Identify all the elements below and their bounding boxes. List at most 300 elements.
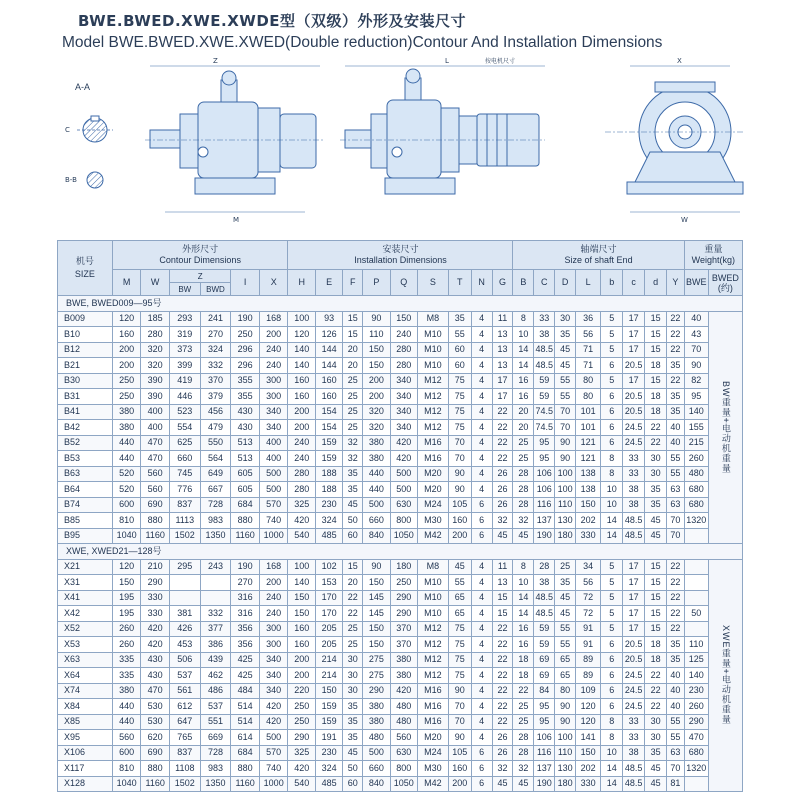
table-cell: 70 <box>667 513 685 529</box>
table-cell: 561 <box>169 683 200 699</box>
table-cell: 420 <box>259 699 288 715</box>
table-cell: 190 <box>534 776 555 792</box>
table-cell: 56 <box>576 327 601 343</box>
table-cell: 380 <box>363 699 390 715</box>
table-cell: 290 <box>684 714 708 730</box>
table-cell: 500 <box>363 745 390 761</box>
table-cell: 500 <box>259 482 288 498</box>
table-cell: 80 <box>555 683 576 699</box>
table-cell: 140 <box>684 668 708 684</box>
table-cell: 40 <box>667 435 685 451</box>
table-cell: 25 <box>343 420 363 436</box>
table-cell: 106 <box>534 482 555 498</box>
header-col-shaft-y7: Y <box>667 270 685 296</box>
table-cell: 63 <box>667 497 685 513</box>
table-cell: 30 <box>555 311 576 327</box>
table-cell: 160 <box>288 373 315 389</box>
table-cell: 4 <box>471 637 492 653</box>
table-cell: 48.5 <box>623 513 645 529</box>
table-cell: 20 <box>343 342 363 358</box>
table-cell: 22 <box>343 606 363 622</box>
dimensions-table-container <box>57 240 743 792</box>
table-cell: 20 <box>343 575 363 591</box>
table-cell: 28 <box>513 482 534 498</box>
table-cell: 513 <box>231 451 260 467</box>
header-col-z-bw: BW <box>169 283 200 296</box>
table-cell: 484 <box>231 683 260 699</box>
table-cell: 35 <box>555 327 576 343</box>
table-cell: M16 <box>417 435 448 451</box>
table-cell: 153 <box>315 575 342 591</box>
table-cell: 335 <box>112 652 141 668</box>
table-cell: 80 <box>576 373 601 389</box>
table-cell: 280 <box>141 327 170 343</box>
table-cell: M10 <box>417 358 448 374</box>
table-cell: 11 <box>492 311 513 327</box>
table-cell: 95 <box>684 389 708 405</box>
table-cell: 200 <box>288 652 315 668</box>
table-cell: 15 <box>645 575 667 591</box>
table-cell: 324 <box>315 761 342 777</box>
table-row <box>58 482 743 498</box>
table-cell: 570 <box>259 497 288 513</box>
table-cell: 70 <box>667 761 685 777</box>
table-cell: 28 <box>513 497 534 513</box>
table-cell: 500 <box>390 466 417 482</box>
table-cell: 50 <box>684 606 708 622</box>
table-cell: 293 <box>169 311 200 327</box>
table-cell: 60 <box>343 776 363 792</box>
table-cell: 810 <box>112 513 141 529</box>
table-row <box>58 513 743 529</box>
table-cell: 200 <box>288 420 315 436</box>
table-cell: 22 <box>645 699 667 715</box>
table-row <box>58 668 743 684</box>
table-cell: 680 <box>684 745 708 761</box>
table-cell: 45 <box>555 358 576 374</box>
table-cell: 430 <box>141 652 170 668</box>
table-cell: 28 <box>513 745 534 761</box>
table-cell: M16 <box>417 714 448 730</box>
table-cell: 4 <box>471 575 492 591</box>
table-cell: 25 <box>513 451 534 467</box>
table-cell: 168 <box>259 559 288 575</box>
table-cell: 25 <box>513 714 534 730</box>
table-cell: 745 <box>169 466 200 482</box>
table-cell: 4 <box>471 389 492 405</box>
table-cell: 728 <box>200 497 231 513</box>
table-cell: 419 <box>169 373 200 389</box>
table-body <box>58 296 743 792</box>
cell-size: B31 <box>58 389 113 405</box>
table-cell: 75 <box>448 621 471 637</box>
table-cell: 106 <box>534 466 555 482</box>
table-cell: 72 <box>576 590 601 606</box>
table-cell: 500 <box>363 497 390 513</box>
header-col-s: S <box>417 270 448 296</box>
table-cell: 537 <box>200 699 231 715</box>
header-model: 机号 SIZE <box>58 241 113 296</box>
table-cell: 22 <box>492 683 513 699</box>
table-cell: 35 <box>645 497 667 513</box>
table-cell: 4 <box>471 373 492 389</box>
table-cell: 70 <box>448 435 471 451</box>
table-cell: 126 <box>315 327 342 343</box>
table-cell: 260 <box>684 451 708 467</box>
table-cell: 101 <box>576 420 601 436</box>
table-cell: 150 <box>576 497 601 513</box>
table-cell: 5 <box>601 373 623 389</box>
table-cell: 485 <box>315 528 342 544</box>
table-cell: 40 <box>667 683 685 699</box>
table-cell: 48.5 <box>623 776 645 792</box>
table-cell: 260 <box>684 699 708 715</box>
table-cell: 530 <box>141 714 170 730</box>
cell-size: B41 <box>58 404 113 420</box>
table-cell: 22 <box>492 668 513 684</box>
table-cell: 91 <box>576 637 601 653</box>
table-cell: 200 <box>112 358 141 374</box>
table-cell: 983 <box>200 761 231 777</box>
table-cell: 386 <box>200 637 231 653</box>
table-cell: 35 <box>343 699 363 715</box>
header-col-f: F <box>343 270 363 296</box>
table-cell: 776 <box>169 482 200 498</box>
header-col-shaft-c5: c <box>623 270 645 296</box>
table-cell: 439 <box>200 652 231 668</box>
svg-text:L: L <box>445 57 449 65</box>
table-cell: 110 <box>555 497 576 513</box>
table-cell: 185 <box>141 311 170 327</box>
table-cell: 55 <box>555 637 576 653</box>
page-title-en: Model BWE.BWED.XWE.XWED(Double reduction)Contour And Installation Dimensions <box>62 34 663 51</box>
table-cell: 280 <box>390 342 417 358</box>
table-cell: 370 <box>390 637 417 653</box>
table-cell: 72 <box>576 606 601 622</box>
weight-note: BW重量+电动机重量 <box>708 311 742 544</box>
table-row <box>58 528 743 544</box>
table-cell: 138 <box>576 466 601 482</box>
table-cell: 241 <box>200 311 231 327</box>
table-cell: 22 <box>667 606 685 622</box>
table-cell: 837 <box>169 745 200 761</box>
table-cell: 8 <box>513 559 534 575</box>
table-cell: 430 <box>231 420 260 436</box>
table-cell: 340 <box>259 420 288 436</box>
table-cell: 22 <box>492 637 513 653</box>
table-cell: 65 <box>555 668 576 684</box>
table-cell: 25 <box>343 637 363 653</box>
svg-text:B-B: B-B <box>65 176 77 184</box>
table-cell: 45 <box>555 590 576 606</box>
table-cell: 330 <box>141 606 170 622</box>
table-cell: 260 <box>112 621 141 637</box>
header-col-e: E <box>315 270 342 296</box>
header-col-shaft-b4: b <box>601 270 623 296</box>
table-cell: 13 <box>492 327 513 343</box>
table-cell: 200 <box>259 327 288 343</box>
table-cell: 25 <box>343 621 363 637</box>
table-cell: 420 <box>390 435 417 451</box>
table-cell: 91 <box>576 621 601 637</box>
table-cell: 24.5 <box>623 683 645 699</box>
table-cell: 462 <box>200 668 231 684</box>
cell-size: X85 <box>58 714 113 730</box>
table-cell: 381 <box>169 606 200 622</box>
table-cell: 90 <box>555 714 576 730</box>
table-cell: 35 <box>343 714 363 730</box>
table-row <box>58 699 743 715</box>
table-cell: 82 <box>684 373 708 389</box>
table-cell: 550 <box>200 435 231 451</box>
table-cell: 290 <box>390 590 417 606</box>
table-cell: 612 <box>169 699 200 715</box>
table-row <box>58 761 743 777</box>
table-cell: M8 <box>417 311 448 327</box>
table-cell: 4 <box>471 668 492 684</box>
table-cell: 24.5 <box>623 668 645 684</box>
table-cell: 560 <box>141 466 170 482</box>
table-cell: 690 <box>141 497 170 513</box>
table-cell: 4 <box>471 606 492 622</box>
table-cell: M24 <box>417 497 448 513</box>
table-cell: 160 <box>288 637 315 653</box>
table-cell: 35 <box>667 389 685 405</box>
table-cell: 4 <box>471 730 492 746</box>
table-cell: 296 <box>231 342 260 358</box>
table-cell: 59 <box>534 621 555 637</box>
table-cell: 17 <box>623 373 645 389</box>
table-cell: M8 <box>417 559 448 575</box>
table-row <box>58 559 743 575</box>
svg-text:Z: Z <box>213 57 218 65</box>
header-shaft: 轴端尺寸 Size of shaft End <box>513 241 684 270</box>
table-cell: 69 <box>534 652 555 668</box>
table-cell: 6 <box>471 745 492 761</box>
table-cell: 355 <box>231 389 260 405</box>
table-cell: 32 <box>343 451 363 467</box>
table-cell: 275 <box>363 652 390 668</box>
table-cell: 17 <box>623 342 645 358</box>
table-cell: M12 <box>417 404 448 420</box>
table-cell: 30 <box>343 668 363 684</box>
cell-size: B42 <box>58 420 113 436</box>
table-cell: 290 <box>390 606 417 622</box>
table-cell: 180 <box>390 559 417 575</box>
table-cell: 17 <box>492 373 513 389</box>
table-cell: 4 <box>471 358 492 374</box>
table-cell: 22 <box>667 342 685 358</box>
table-cell: 10 <box>513 327 534 343</box>
table-cell: M10 <box>417 606 448 622</box>
section-aa-drawing <box>65 82 113 188</box>
table-cell: 480 <box>363 730 390 746</box>
table-row <box>58 652 743 668</box>
table-cell: 120 <box>576 714 601 730</box>
table-cell: 180 <box>555 528 576 544</box>
table-cell: M10 <box>417 575 448 591</box>
table-cell: 38 <box>534 327 555 343</box>
table-cell: 660 <box>363 513 390 529</box>
table-cell: 420 <box>390 451 417 467</box>
table-cell: 440 <box>363 466 390 482</box>
table-cell: 110 <box>363 327 390 343</box>
table-cell: 470 <box>141 683 170 699</box>
table-cell: 570 <box>259 745 288 761</box>
table-cell: 48.5 <box>534 358 555 374</box>
table-cell: 202 <box>576 513 601 529</box>
table-row <box>58 466 743 482</box>
table-cell: 1160 <box>231 776 260 792</box>
table-cell: 109 <box>576 683 601 699</box>
table-cell: 160 <box>315 373 342 389</box>
table-cell: 420 <box>288 761 315 777</box>
table-cell: 55 <box>448 327 471 343</box>
table-cell: M16 <box>417 451 448 467</box>
table-cell: 191 <box>315 730 342 746</box>
table-cell: M16 <box>417 683 448 699</box>
table-cell: 170 <box>315 590 342 606</box>
table-cell: 22 <box>492 714 513 730</box>
cell-size: X117 <box>58 761 113 777</box>
table-cell <box>684 528 708 544</box>
table-cell: 150 <box>363 342 390 358</box>
section-title-row <box>58 544 743 560</box>
table-cell: 340 <box>259 652 288 668</box>
table-cell: 155 <box>684 420 708 436</box>
table-cell: 22 <box>667 559 685 575</box>
table-cell: 740 <box>259 761 288 777</box>
cell-size: B30 <box>58 373 113 389</box>
table-row <box>58 637 743 653</box>
table-cell: M10 <box>417 327 448 343</box>
table-cell: 55 <box>448 575 471 591</box>
table-cell: 1160 <box>231 528 260 544</box>
header-weight: 重量 Weight(kg) <box>684 241 742 270</box>
table-cell: 200 <box>448 528 471 544</box>
table-cell: 551 <box>200 714 231 730</box>
table-cell: 690 <box>141 745 170 761</box>
table-cell: 150 <box>576 745 601 761</box>
table-cell: 75 <box>448 637 471 653</box>
table-row <box>58 435 743 451</box>
table-cell: 48.5 <box>534 606 555 622</box>
table-cell: 18 <box>645 404 667 420</box>
table-cell: 22 <box>667 311 685 327</box>
table-cell: 1113 <box>169 513 200 529</box>
table-cell: 30 <box>343 683 363 699</box>
table-cell: M20 <box>417 466 448 482</box>
table-cell: 30 <box>645 714 667 730</box>
table-cell: 110 <box>555 745 576 761</box>
table-cell: 480 <box>390 699 417 715</box>
table-cell: 324 <box>200 342 231 358</box>
table-cell: 17 <box>492 389 513 405</box>
table-cell: 420 <box>259 714 288 730</box>
table-cell: 55 <box>667 730 685 746</box>
table-row <box>58 404 743 420</box>
table-cell: 74.5 <box>534 420 555 436</box>
cell-size: B74 <box>58 497 113 513</box>
table-cell: 160 <box>315 389 342 405</box>
bw-reducer-drawing <box>145 57 325 224</box>
table-cell: 514 <box>231 714 260 730</box>
table-cell: 540 <box>288 776 315 792</box>
table-cell: 320 <box>141 342 170 358</box>
table-cell: 22 <box>492 404 513 420</box>
table-cell: 400 <box>259 451 288 467</box>
table-cell: 5 <box>601 606 623 622</box>
table-cell: 379 <box>200 389 231 405</box>
table-cell: 30 <box>645 451 667 467</box>
table-cell: 11 <box>492 559 513 575</box>
header-col-q: Q <box>390 270 417 296</box>
cell-size: B12 <box>58 342 113 358</box>
table-cell: 1000 <box>259 776 288 792</box>
header-contour: 外形尺寸 Contour Dimensions <box>112 241 288 270</box>
table-cell: 45 <box>513 776 534 792</box>
table-cell: 600 <box>112 745 141 761</box>
table-cell: 40 <box>667 420 685 436</box>
table-cell: 4 <box>471 699 492 715</box>
cell-size: B009 <box>58 311 113 327</box>
table-cell: M12 <box>417 389 448 405</box>
table-cell: M12 <box>417 652 448 668</box>
table-cell: 680 <box>684 497 708 513</box>
table-cell: 170 <box>315 606 342 622</box>
table-cell: 320 <box>363 404 390 420</box>
table-cell: 70 <box>667 528 685 544</box>
cell-size: X64 <box>58 668 113 684</box>
table-cell: 479 <box>200 420 231 436</box>
table-cell: 230 <box>315 745 342 761</box>
table-cell: 1350 <box>200 528 231 544</box>
table-cell: 20.5 <box>623 637 645 653</box>
table-cell: 48.5 <box>623 761 645 777</box>
table-cell: 43 <box>684 327 708 343</box>
section-label: A-A <box>75 82 91 92</box>
table-cell: 40 <box>684 311 708 327</box>
table-cell: 205 <box>315 621 342 637</box>
table-cell: 25 <box>513 435 534 451</box>
table-cell: 1502 <box>169 528 200 544</box>
table-cell: 560 <box>390 730 417 746</box>
table-cell: 55 <box>555 373 576 389</box>
table-cell: 22 <box>492 451 513 467</box>
table-cell: 70 <box>448 699 471 715</box>
table-cell: 188 <box>315 466 342 482</box>
table-cell: 100 <box>555 466 576 482</box>
table-cell: 250 <box>231 327 260 343</box>
table-cell: 90 <box>448 683 471 699</box>
table-cell: 320 <box>363 420 390 436</box>
table-cell: 16 <box>513 621 534 637</box>
table-cell: 195 <box>112 590 141 606</box>
table-cell: 420 <box>390 683 417 699</box>
table-cell: 59 <box>534 389 555 405</box>
table-cell: 4 <box>471 652 492 668</box>
cell-size: X74 <box>58 683 113 699</box>
bwe-reducer-drawing <box>340 57 545 194</box>
table-cell <box>200 575 231 591</box>
table-cell: 35 <box>343 482 363 498</box>
table-cell: 214 <box>315 668 342 684</box>
table-row <box>58 776 743 792</box>
table-cell: 150 <box>390 311 417 327</box>
table-cell: 390 <box>141 373 170 389</box>
table-cell: 5 <box>601 590 623 606</box>
table-cell: 6 <box>471 528 492 544</box>
